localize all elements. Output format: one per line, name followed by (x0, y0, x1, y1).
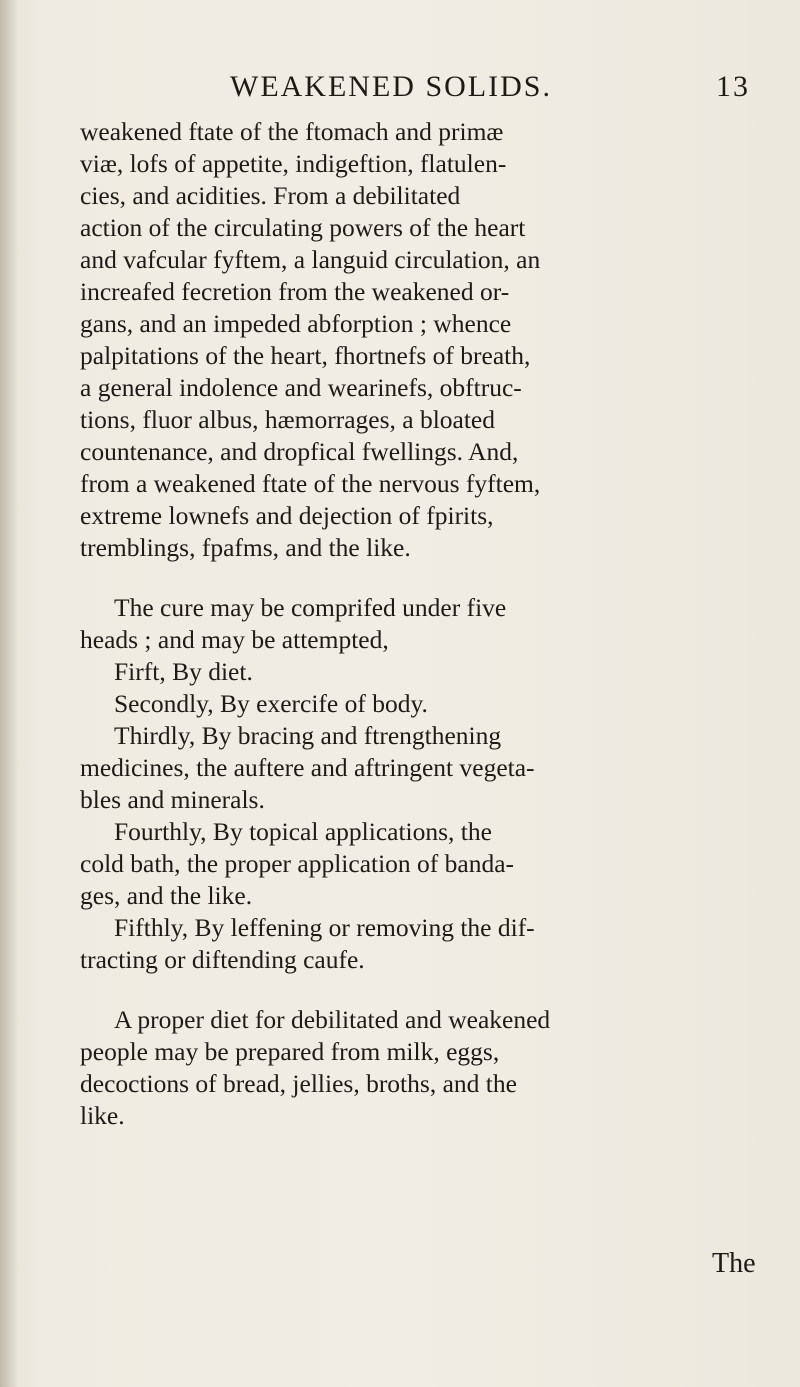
text-line: heads ; and may be attempted, (80, 625, 389, 654)
running-head (230, 70, 750, 110)
page-number: 13 (716, 70, 750, 103)
text-line: weakened ftate of the ftomach and primæ (80, 117, 504, 146)
head-first (80, 656, 780, 688)
text-line: and vafcular fyftem, a languid circulation, an (80, 245, 541, 274)
text-line: a general indolence and wearinefs, obftruc- (80, 373, 522, 402)
text-line: people may be prepared from milk, eggs, (80, 1037, 500, 1066)
text-line: tremblings, fpafms, and the like. (80, 533, 411, 562)
text-line: like. (80, 1101, 125, 1130)
text-line: countenance, and dropfical fwellings. And, (80, 437, 519, 466)
text-line: extreme lownefs and dejection of fpirits, (80, 501, 494, 530)
head-fifth (80, 912, 780, 976)
text-line: medicines, the auftere and aftringent vegeta- (80, 753, 535, 782)
text-line: tions, fluor albus, hæmorrages, a bloated (80, 405, 495, 434)
text-line: A proper diet for debilitated and weakened (114, 1005, 551, 1034)
text-line: Thirdly, By bracing and ftrengthening (114, 721, 502, 750)
text-line: bles and minerals. (80, 785, 265, 814)
text-line: Firft, By diet. (114, 657, 253, 686)
text-line: viæ, lofs of appetite, indigeftion, flatulen- (80, 149, 507, 178)
text-line: palpitations of the heart, fhortnefs of breath, (80, 341, 531, 370)
head-fourth (80, 816, 780, 912)
gutter-shadow (0, 0, 18, 1387)
text-line: decoctions of bread, jellies, broths, and the (80, 1069, 517, 1098)
text-line: cies, and acidities. From a debilitated (80, 181, 461, 210)
paragraph-diet (80, 1004, 780, 1132)
running-title: WEAKENED SOLIDS. (230, 70, 552, 103)
text-line: Fourthly, By topical applications, the (114, 817, 492, 846)
paragraph-symptoms (80, 116, 780, 564)
text-line: tracting or diftending caufe. (80, 945, 365, 974)
head-second (80, 688, 780, 720)
catchword: The (712, 1248, 756, 1279)
text-line: Fifthly, By leffening or removing the dif- (114, 913, 535, 942)
body-text (80, 116, 780, 1132)
paragraph-gap (80, 564, 780, 592)
text-line: increafed fecretion from the weakened or- (80, 277, 510, 306)
text-line: from a weakened ftate of the nervous fyftem, (80, 469, 541, 498)
text-line: cold bath, the proper application of banda- (80, 849, 515, 878)
text-line: ges, and the like. (80, 881, 253, 910)
paragraph-cure (80, 592, 780, 656)
text-line: Secondly, By exercife of body. (114, 689, 428, 718)
text-line: action of the circulating powers of the heart (80, 213, 526, 242)
paragraph-gap (80, 976, 780, 1004)
text-line: gans, and an impeded abforption ; whence (80, 309, 512, 338)
head-third (80, 720, 780, 816)
text-line: The cure may be comprifed under five (114, 593, 507, 622)
